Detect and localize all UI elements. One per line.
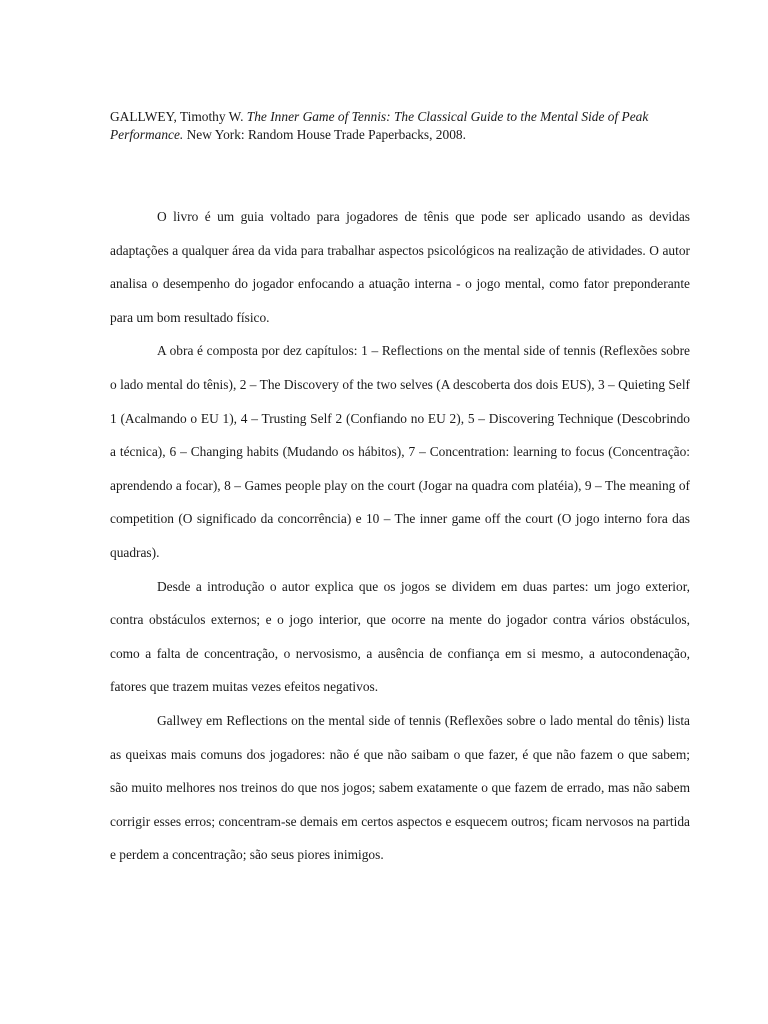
document-page [110,0,690,1024]
paragraph-games: Desde a introdução o autor explica que os jogos se dividem em duas partes: um jogo exterior, contra obstáculos externos; e o jogo interior, que ocorre na mente do jogador contra vários obstáculos, como a falta de concentração, o nervosismo, a ausência de confiança em si mesmo, a autocondenação, fatores que trazem muitas vezes efeitos negativos. [110,578,690,695]
citation-author: GALLWEY, Timothy W. [110,109,247,124]
citation-title: The Inner Game of Tennis: The Classical Guide to the Mental Side of Peak Performance. [110,109,649,142]
review-body [110,200,690,872]
bibliographic-citation [110,108,690,144]
citation-publication: New York: Random House Trade Paperbacks, 2008. [183,127,466,142]
paragraph-intro: O livro é um guia voltado para jogadores de tênis que pode ser aplicado usando as devidas adaptações a qualquer área da vida para trabalhar aspectos psicológicos na realização de atividades. O autor analisa o desempenho do jogador enfocando a atuação interna - o jogo mental, como fator preponderante para um bom resultado físico. [110,209,690,325]
paragraph-chapters: A obra é composta por dez capítulos: 1 – Reflections on the mental side of tennis (Reflexões sobre o lado mental do tênis), 2 – The Discovery of the two selves (A descoberta dos dois EUS), 3 – Quieting Self 1 (Acalmando o EU 1), 4 – Trusting Self 2 (Confiando no EU 2), 5 – Discovering Technique (Descobrindo a técnica), 6 – Changing habits (Mudando os hábitos), 7 – Concentration: learning to focus (Concentração: aprendendo a focar), 8 – Games people play on the court (Jogar na quadra com platéia), 9 – The meaning of competition (O significado da concorrência) e 10 – The inner game off the court (O jogo interno fora das quadras). [110,343,690,560]
paragraph-complaints: Gallwey em Reflections on the mental side of tennis (Reflexões sobre o lado mental do tênis) lista as queixas mais comuns dos jogadores: não é que não saibam o que fazer, é que não fazem o que sabem; são muito melhores nos treinos do que nos jogos; sabem exatamente o que fazem de errado, mas não sabem corrigir esses erros; concentram-se demais em certos aspectos e esquecem outros; ficam nervosos na partida e perdem a concentração; são seus piores inimigos. [110,712,690,863]
